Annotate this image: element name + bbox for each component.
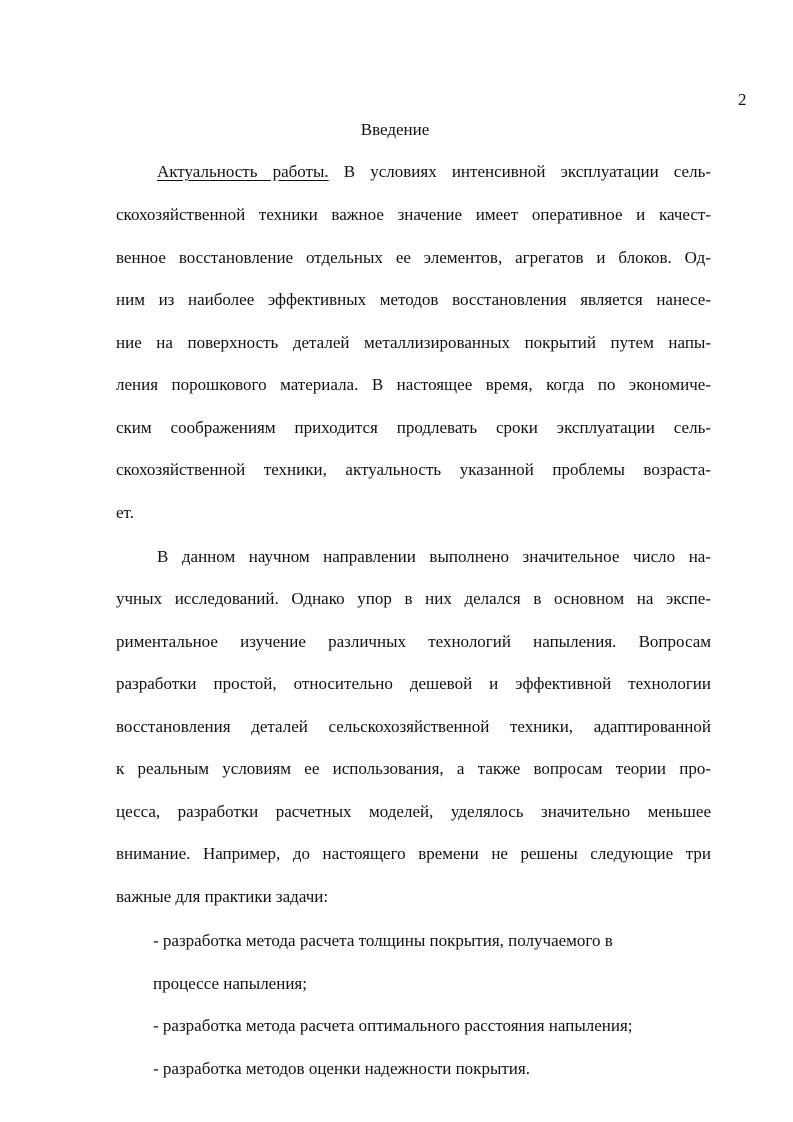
page-number: 2 xyxy=(738,90,747,109)
paragraph-2-line-7: цесса, разработки расчетных моделей, уделялось значительно меньшее xyxy=(116,802,711,821)
paragraph-1-line-8: скохозяйственной техники, актуальность указанной проблемы возраста- xyxy=(116,460,711,479)
paragraph-2-line-4: разработки простой, относительно дешевой и эффективной технологии xyxy=(116,674,711,693)
paragraph-2-line-3: риментальное изучение различных технологий напыления. Вопросам xyxy=(116,632,711,651)
paragraph-1-line-2: скохозяйственной техники важное значение имеет оперативное и качест- xyxy=(116,205,711,224)
paragraph-2-line-1: В данном научном направлении выполнено значительное число на- xyxy=(157,547,711,566)
paragraph-1-line-9: ет. xyxy=(116,503,134,522)
paragraph-1-line-7: ским соображениям приходится продлевать сроки эксплуатации сель- xyxy=(116,418,711,437)
paragraph-1-line-1-text: В условиях интенсивной эксплуатации сель- xyxy=(328,162,712,181)
section-title: Введение xyxy=(360,120,430,139)
relevance-heading: Актуальность работы. xyxy=(157,162,329,181)
paragraph-2-line-6: к реальным условиям ее использования, а также вопросам теории про- xyxy=(116,759,711,778)
paragraph-2-line-5: восстановления деталей сельскохозяйственной техники, адаптированной xyxy=(116,717,711,736)
paragraph-2-line-2: учных исследований. Однако упор в них делался в основном на экспе- xyxy=(116,589,711,608)
task-item-3: - разработка методов оценки надежности покрытия. xyxy=(153,1059,530,1078)
paragraph-2-line-9: важные для практики задачи: xyxy=(116,887,329,906)
task-item-2: - разработка метода расчета оптимального расстояния напыления; xyxy=(153,1016,633,1035)
paragraph-1-line-1 xyxy=(157,160,711,184)
paragraph-1-line-3: венное восстановление отдельных ее элементов, агрегатов и блоков. Од- xyxy=(116,248,711,267)
paragraph-2-line-8: внимание. Например, до настоящего времени не решены следующие три xyxy=(116,844,711,863)
paragraph-1-line-6: ления порошкового материала. В настоящее время, когда по экономиче- xyxy=(116,375,711,394)
task-item-1-continuation: процессе напыления; xyxy=(153,974,307,993)
task-item-1: - разработка метода расчета толщины покрытия, получаемого в xyxy=(153,931,613,950)
paragraph-1-line-5: ние на поверхность деталей металлизированных покрытий путем напы- xyxy=(116,333,711,352)
paragraph-1-line-4: ним из наиболее эффективных методов восстановления является нанесе- xyxy=(116,290,711,309)
